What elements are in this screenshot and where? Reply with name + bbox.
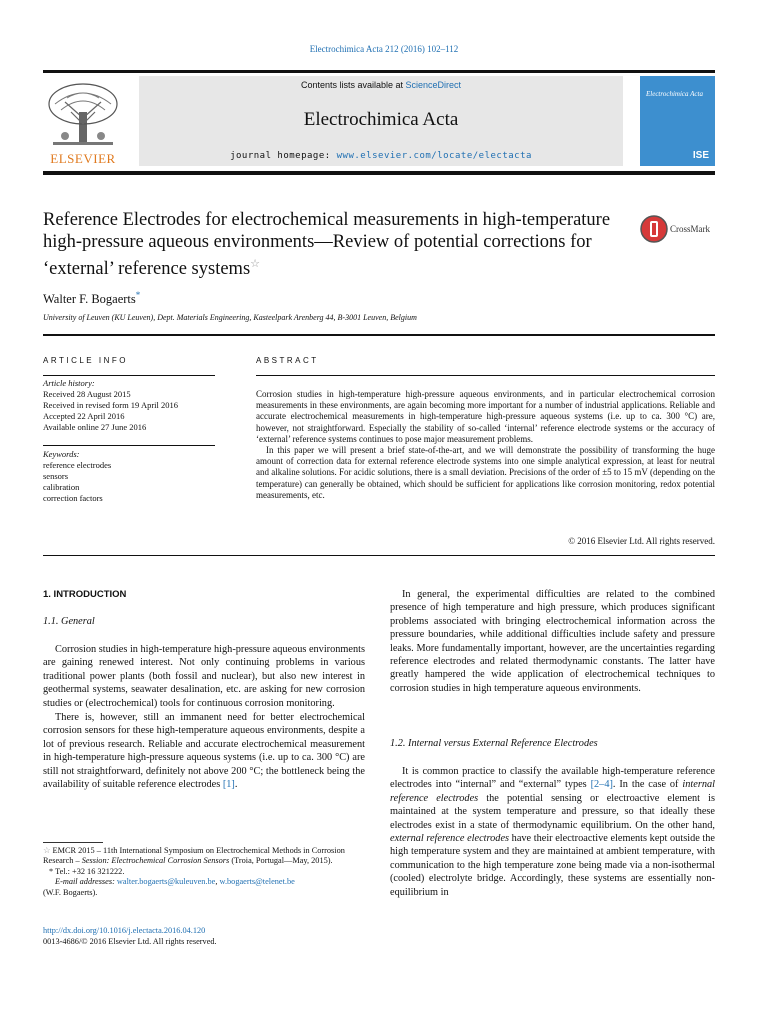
abstract-label: ABSTRACT bbox=[256, 356, 319, 365]
author-affiliation: University of Leuven (KU Leuven), Dept. Materials Engineering, Kasteelpark Arenberg 44, B-3001 Leuven, Belgium bbox=[43, 313, 417, 322]
history-revised: Received in revised form 19 April 2016 bbox=[43, 400, 179, 410]
history-received: Received 28 August 2015 bbox=[43, 389, 131, 399]
ise-badge: ISE bbox=[692, 150, 709, 161]
footnote-1-location: (Troia, Portugal—May, 2015). bbox=[229, 856, 333, 866]
issn-copyright: 0013-4686/© 2016 Elsevier Ltd. All rights reserved. bbox=[43, 937, 217, 946]
article-title-text: Reference Electrodes for electrochemical measurements in high-temperature high-pressure aqueous environments—Review of potential corrections for ‘external’ reference systems bbox=[43, 210, 611, 280]
footnote-2-marker: * bbox=[49, 866, 54, 876]
right-column-text-1 bbox=[390, 588, 715, 696]
right-paragraph-2-a: It is common practice to classify the available high-temperature reference electrodes into “internal” and “external” types bbox=[390, 766, 715, 791]
footnote-rule bbox=[43, 842, 103, 843]
header-bottom-rule bbox=[43, 171, 715, 175]
right-paragraph-2-b: . In the case of bbox=[612, 779, 683, 791]
footnote-2-text: Tel.: +32 16 321222. bbox=[53, 866, 125, 876]
abstract-paragraph-2: In this paper we will present a brief state-of-the-art, and we will demonstrate the possibility of transforming the huge amount of correction data for external reference electrode systems into one simple analytical expression, at least for neutral and alkaline solutions. For acidic solutions, there is a small deviation. Precisions of the order of ±5 to 15 mV (depending on the temperature) can generally be obtained, which should be sufficient for applications like corrosion monitoring, redox potential measurements, etc. bbox=[256, 445, 715, 500]
abstract-rule bbox=[256, 375, 715, 376]
keywords-heading: Keywords: bbox=[43, 449, 80, 459]
email-label: E-mail addresses: bbox=[55, 877, 117, 887]
header-top-rule bbox=[43, 70, 715, 73]
keyword-item: reference electrodes bbox=[43, 460, 112, 470]
right-paragraph-2-c: the potential sensing or electroactive element is maintained at the system temperature and pressure, so that ideally these electrodes exist in a state of thermodynamic equilibrium. On the other hand, bbox=[390, 792, 715, 831]
abstract-bottom-rule bbox=[43, 555, 715, 556]
doi-link[interactable]: http://dx.doi.org/10.1016/j.electacta.2016.04.120 bbox=[43, 926, 206, 935]
author-name bbox=[43, 290, 140, 307]
article-history bbox=[43, 378, 215, 433]
intro-paragraph-2-end: . bbox=[234, 779, 238, 791]
right-paragraph-2-d: have their electroactive elements kept outside the high temperature system and they are maintained at ambient temperature, with communication to the high temperature zone being made via a non-isothermal (cooled) electrolyte bridge. Accordingly, these systems are essentially non-equilibrium in bbox=[390, 833, 715, 898]
history-online: Available online 27 June 2016 bbox=[43, 422, 147, 432]
abstract-paragraph-1: Corrosion studies in high-temperature high-pressure aqueous environments, and in particular electrochemical corrosion measurements in these environments, are again becoming more important for a number of industrial applications. Reliable and accurate electrochemical measurements in high-temperature high-pressure aqueous systems (i.e. up to ca. 300 °C) are, however, not straightforward. Especially the stability of so-called ‘internal’ reference electrode systems or the accuracy of ‘external’ reference systems continues to pose major measurement problems. bbox=[256, 389, 715, 444]
journal-name: Electrochimica Acta bbox=[303, 109, 459, 130]
footnote-1-text: EMCR 2015 – 11th International Symposium on Electrochemical Methods in Corrosion Research – bbox=[43, 846, 345, 866]
elsevier-wordmark: ELSEVIER bbox=[50, 151, 116, 166]
contents-line bbox=[139, 80, 623, 90]
keywords-rule bbox=[43, 445, 215, 446]
article-info-label: ARTICLE INFO bbox=[43, 356, 128, 365]
footnote-1 bbox=[43, 846, 365, 867]
email-link-2[interactable]: w.bogaerts@telenet.be bbox=[219, 877, 295, 887]
citation-link[interactable]: [2–4] bbox=[590, 779, 613, 791]
subsection-heading-internal-external: 1.2. Internal versus External Reference Electrodes bbox=[390, 738, 598, 749]
title-rule bbox=[43, 334, 715, 336]
journal-reference-link[interactable]: Electrochimica Acta 212 (2016) 102–112 bbox=[309, 44, 459, 54]
elsevier-logo bbox=[43, 78, 123, 166]
history-accepted: Accepted 22 April 2016 bbox=[43, 411, 125, 421]
contents-prefix: Contents lists available at bbox=[300, 80, 406, 90]
email-separator: , bbox=[215, 877, 220, 887]
section-heading-introduction: 1. INTRODUCTION bbox=[43, 589, 127, 600]
keyword-item: correction factors bbox=[43, 493, 103, 503]
footnote-1-session: Session: Electrochemical Corrosion Sensors bbox=[81, 856, 230, 866]
citation-link[interactable]: [1] bbox=[222, 779, 235, 791]
footnotes bbox=[43, 846, 365, 898]
term-internal-reference-electrodes: internal reference electrodes bbox=[390, 779, 715, 804]
article-info-rule bbox=[43, 375, 215, 376]
homepage-prefix: journal homepage: bbox=[230, 151, 337, 161]
journal-cover-image bbox=[640, 76, 715, 166]
article-title bbox=[43, 209, 633, 280]
abstract-copyright: © 2016 Elsevier Ltd. All rights reserved. bbox=[568, 536, 715, 546]
doi-block bbox=[43, 925, 217, 947]
footnote-2 bbox=[43, 867, 365, 877]
right-column-text-2 bbox=[390, 765, 715, 900]
email-owner: (W.F. Bogaerts). bbox=[43, 887, 98, 897]
crossmark-badge[interactable] bbox=[640, 214, 720, 246]
left-column-text bbox=[43, 643, 365, 792]
email-line bbox=[43, 877, 365, 887]
author-name-text: Walter F. Bogaerts bbox=[43, 292, 136, 307]
history-heading: Article history: bbox=[43, 378, 95, 388]
intro-paragraph-1: Corrosion studies in high-temperature high-pressure aqueous environments are gaining renewed interest. Not only continuing problems in various traditional power plants (both fossil and nuclear), but also new interest in geothermal systems, seawater desalination, etc. are asking for new corrosion studies or (electrochemical) tools for continuous corrosion monitoring. bbox=[43, 644, 365, 709]
keywords bbox=[43, 449, 215, 504]
keyword-item: calibration bbox=[43, 482, 80, 492]
email-link-1[interactable]: walter.bogaerts@kuleuven.be bbox=[116, 877, 216, 887]
sciencedirect-link[interactable]: ScienceDirect bbox=[405, 80, 462, 90]
right-paragraph-2 bbox=[390, 765, 715, 899]
keyword-item: sensors bbox=[43, 471, 69, 481]
crossmark-label: CrossMark bbox=[670, 224, 710, 234]
homepage-link[interactable]: www.elsevier.com/locate/electacta bbox=[336, 151, 532, 161]
intro-paragraph-2-text: There is, however, still an immanent need for better electrochemical corrosion sensors for these high-temperature aqueous environments, despite a lot of previous research. Reliable and accurate electrochemical measurement in high-temperature high-pressure aqueous systems (i.e. up to ca. 300 °C) are still not straightforward, definitely not above 200 °C; the bottleneck being the availability of suitable reference electrodes bbox=[43, 712, 365, 791]
journal-homepage bbox=[139, 151, 623, 161]
cover-title: Electrochimica Acta bbox=[646, 90, 703, 98]
footnote-1-marker: ☆ bbox=[43, 846, 51, 855]
crossmark-icon bbox=[640, 214, 668, 244]
term-external-reference-electrodes: external reference electrodes bbox=[390, 833, 510, 845]
right-paragraph-1: In general, the experimental difficulties are related to the combined presence of high temperature and high pressure, which produces significant problems associated with bringing electrochemical information across the pressure boundaries, while additional difficulties include safety and pressure leaks. More fundamentally important, however, are the uncertainties regarding reference electrodes and related thermodynamic constants. The latter have greatly hampered the wide application of electrochemical techniques to corrosion studies in high temperature aqueous environments. bbox=[390, 589, 715, 694]
subsection-heading-general: 1.1. General bbox=[43, 616, 95, 627]
title-footnote-marker[interactable]: ☆ bbox=[250, 258, 261, 270]
abstract-text bbox=[256, 389, 715, 501]
intro-paragraph-2 bbox=[43, 711, 365, 791]
author-footnote-marker[interactable]: * bbox=[135, 290, 141, 300]
